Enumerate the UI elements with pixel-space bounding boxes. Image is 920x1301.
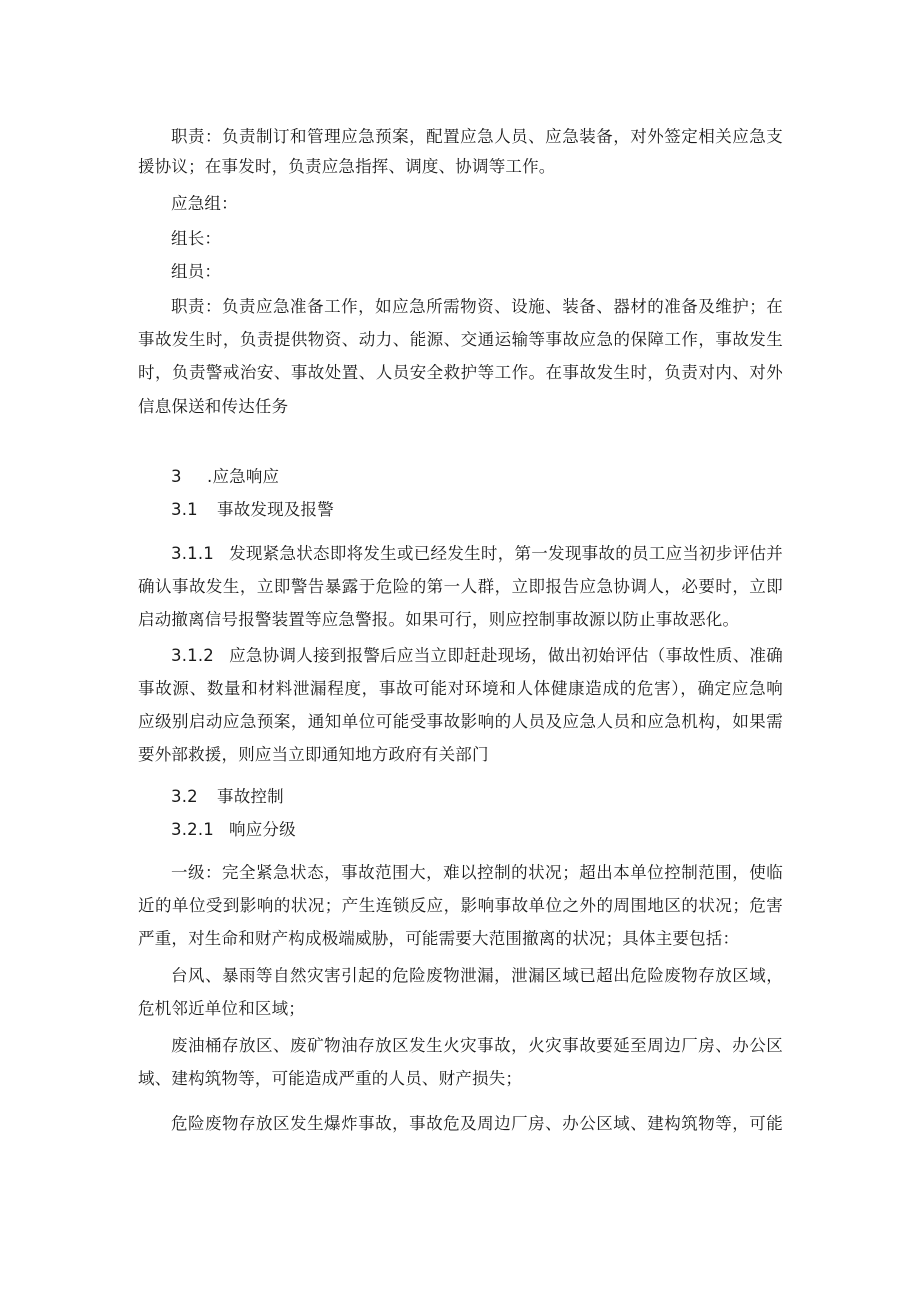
- paragraph-line: 应急组：: [171, 194, 238, 213]
- paragraph-line: 危机邻近单位和区域；: [138, 999, 305, 1018]
- paragraph-line: 确认事故发生，立即警告暴露于危险的第一人群，立即报告应急协调人，必要时，立即: [138, 577, 783, 596]
- section-heading-3: [171, 467, 279, 487]
- section-number: 3: [171, 467, 182, 486]
- paragraph-line: 事故源、数量和材料泄漏程度，事故可能对环境和人体健康造成的危害），确定应急响: [138, 679, 783, 698]
- paragraph-line: 台风、暴雨等自然灾害引起的危险废物泄漏，泄漏区域已超出危险废物存放区域，: [171, 966, 783, 985]
- paragraph-text: 发现紧急状态即将发生或已经发生时，第一发现事故的员工应当初步评估并: [229, 544, 783, 563]
- paragraph-line: 域、建构筑物等，可能造成严重的人员、财产损失；: [138, 1069, 523, 1088]
- section-title: 事故控制: [217, 787, 284, 806]
- paragraph-line: 废油桶存放区、废矿物油存放区发生火灾事故，火灾事故要延至周边厂房、办公区: [171, 1036, 783, 1055]
- paragraph-line: 援协议；在事发时，负责应急指挥、调度、协调等工作。: [138, 157, 556, 176]
- paragraph-line: 组长：: [171, 229, 222, 248]
- paragraph-line: 一级：完全紧急状态，事故范围大，难以控制的状况；超出本单位控制范围，使临: [171, 863, 783, 882]
- paragraph-line: [171, 646, 783, 666]
- section-title: 响应分级: [229, 820, 296, 839]
- section-number: 3.1: [171, 500, 198, 519]
- section-title: .应急响应: [207, 467, 280, 486]
- paragraph-line: 职责：负责应急准备工作，如应急所需物资、设施、装备、器材的准备及维护；在: [171, 297, 783, 316]
- paragraph-line: 严重，对生命和财产构成极端威胁，可能需要大范围撤离的状况；具体主要包括：: [138, 929, 740, 948]
- paragraph-line: 职责：负责制订和管理应急预案，配置应急人员、应急装备，对外签定相关应急支: [171, 127, 783, 146]
- paragraph-line: [171, 544, 783, 564]
- section-heading-3-2-1: [171, 820, 296, 840]
- paragraph-line: 信息保送和传达任务: [138, 397, 289, 416]
- paragraph-line: 时，负责警戒治安、事故处置、人员安全救护等工作。在事故发生时，负责对内、对外: [138, 363, 783, 382]
- section-number: 3.1.2: [171, 646, 214, 665]
- section-number: 3.2: [171, 787, 198, 806]
- paragraph-text: 应急协调人接到报警后应当立即赶赴现场，做出初始评估（事故性质、准确: [229, 646, 783, 665]
- paragraph-line: 要外部救援，则应当立即通知地方政府有关部门: [138, 745, 489, 764]
- paragraph-line: 事故发生时，负责提供物资、动力、能源、交通运输等事故应急的保障工作，事故发生: [138, 330, 783, 349]
- paragraph-line: 启动撤离信号报警装置等应急警报。如果可行，则应控制事故源以防止事故恶化。: [138, 610, 740, 629]
- section-number: 3.1.1: [171, 544, 214, 563]
- paragraph-line: 危险废物存放区发生爆炸事故，事故危及周边厂房、办公区域、建构筑物等，可能: [171, 1114, 783, 1133]
- paragraph-line: 近的单位受到影响的状况；产生连锁反应，影响事故单位之外的周围地区的状况；危害: [138, 896, 783, 915]
- paragraph-line: 组员：: [171, 262, 222, 281]
- section-heading-3-1: [171, 500, 334, 520]
- section-number: 3.2.1: [171, 820, 214, 839]
- paragraph-line: 应级别启动应急预案，通知单位可能受事故影响的人员及应急人员和应急机构，如果需: [138, 712, 783, 731]
- section-heading-3-2: [171, 787, 284, 807]
- section-title: 事故发现及报警: [217, 500, 334, 519]
